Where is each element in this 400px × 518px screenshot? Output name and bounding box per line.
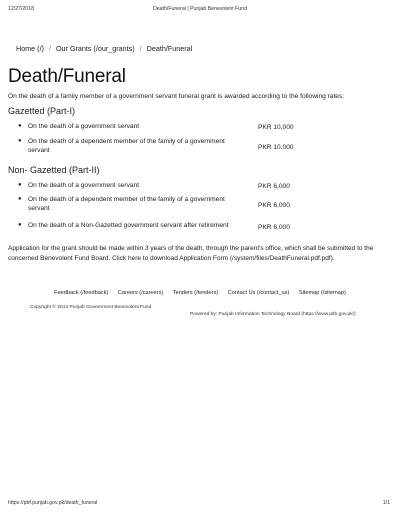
breadcrumb-our-grants[interactable]: Our Grants (/our_grants) — [55, 44, 135, 53]
print-page-title: Death/Funeral | Punjab Benevolent Fund — [153, 6, 247, 12]
rate-label: On the death of a dependent member of the family of a government servant — [28, 138, 225, 154]
rate-amount: PKR 6,000 — [258, 183, 290, 190]
section-heading-gazetted: Gazetted (Part-I) — [8, 106, 76, 116]
print-date: 12/27/2018 — [8, 6, 34, 12]
breadcrumb-separator: / — [139, 44, 142, 53]
rate-amount: PKR 10,000 — [258, 124, 294, 131]
bullet-icon: ● — [18, 196, 22, 202]
section-heading-non-gazetted: Non- Gazetted (Part-II) — [8, 165, 100, 175]
bullet-icon: ● — [18, 138, 22, 144]
breadcrumb-separator: / — [48, 44, 51, 53]
rate-amount: PKR 6,000 — [258, 202, 290, 209]
footer-link-careers[interactable]: Careers (/careers) — [117, 290, 164, 296]
rate-label: On the death of a government servant — [28, 123, 140, 130]
print-url: https://pbf.punjab.gov.pk/death_funeral — [8, 500, 98, 506]
footer-link-feedback[interactable]: Feedback (/feedback) — [54, 290, 109, 296]
breadcrumb-current: Death/Funeral — [146, 44, 193, 53]
footer-link-tenders[interactable]: Tenders (/tenders) — [172, 290, 219, 296]
breadcrumb-home[interactable]: Home (/) — [16, 44, 44, 53]
rate-amount: PKR 6,000 — [258, 224, 290, 231]
print-footer — [8, 500, 390, 508]
intro-text: On the death of a family member of a government servant funeral grant is awarded according to the following rates: — [8, 93, 345, 100]
rate-label: On the death of a Non-Gazetted government servant after retirement — [28, 222, 229, 229]
bullet-icon: ● — [18, 222, 22, 228]
footer-link-sitemap[interactable]: Sitemap (/sitemap) — [298, 290, 346, 296]
rate-label: On the death of a dependent member of the family of a government servant — [28, 196, 225, 212]
print-page-number: 1/1 — [382, 500, 390, 506]
bullet-icon: ● — [18, 182, 22, 188]
breadcrumb — [16, 44, 192, 53]
footer-links — [0, 290, 400, 296]
rate-amount: PKR 10,000 — [258, 144, 294, 151]
copyright-text: Copyright © 2014 Punjab Government Benevolent Fund — [30, 305, 152, 310]
powered-by-link[interactable]: Powered by: Punjab Information Technology Board (https://www.pitb.gov.pk/) — [190, 312, 356, 317]
footer-link-contact-us[interactable]: Contact Us (/contact_us) — [227, 290, 290, 296]
page-title: Death/Funeral — [8, 66, 126, 87]
application-text: Application for the grant should be made within 3 years of the death, through the parent's office, which shall be submitted to the concerned Benevolent Fund Board. Click here to download Application Form (/system/files/DeathFuneral.pdf.pdf). — [8, 245, 374, 262]
rate-label: On the death of a government servant — [28, 182, 140, 189]
print-header — [8, 6, 392, 14]
bullet-icon: ● — [18, 123, 22, 129]
